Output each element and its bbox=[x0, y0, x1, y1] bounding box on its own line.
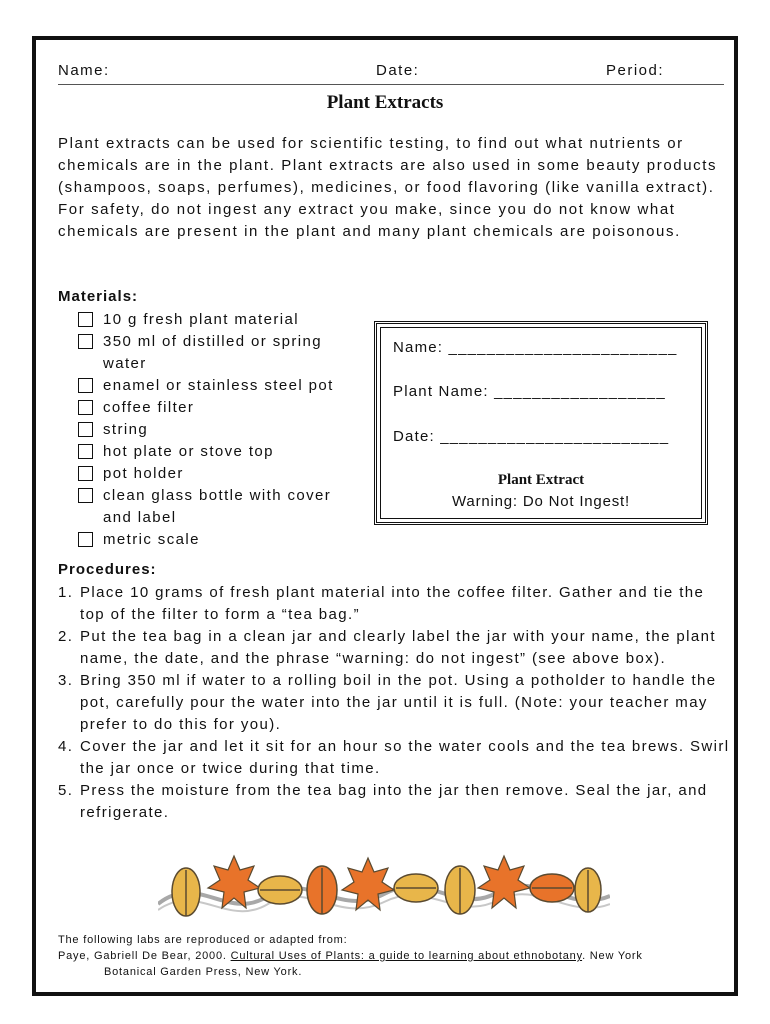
citation-intro: The following labs are reproduced or adapted from: bbox=[58, 934, 348, 946]
materials-item: metric scale bbox=[78, 529, 363, 551]
materials-item: string bbox=[78, 419, 363, 441]
leaf-icon bbox=[445, 866, 475, 914]
label-name-line: Name: ________________________ bbox=[393, 339, 678, 356]
materials-item: pot holder bbox=[78, 463, 363, 485]
materials-item: enamel or stainless steel pot bbox=[78, 375, 363, 397]
autumn-leaf-border bbox=[158, 852, 610, 924]
label-warning: Warning: Do Not Ingest! bbox=[452, 493, 630, 510]
sample-label-box bbox=[374, 321, 708, 525]
procedure-step: 3. Bring 350 ml if water to a rolling boil in the pot. Using a potholder to handle the pot, carefully pour the water into the jar until it is full. (Note: your teacher may prefer to do this for you). bbox=[58, 672, 717, 733]
procedure-step: 4. Cover the jar and let it sit for an hour so the water cools and the tea brews. Swirl the jar once or twice during that time. bbox=[58, 738, 730, 777]
materials-heading: Materials: bbox=[58, 288, 139, 305]
book-title: Cultural Uses of Plants: a guide to learning about ethnobotany bbox=[230, 950, 583, 962]
student-info-row bbox=[58, 62, 724, 85]
checkbox[interactable] bbox=[78, 444, 93, 459]
leaf-icon bbox=[172, 868, 200, 916]
period-label: Period: bbox=[606, 62, 665, 79]
materials-item: 10 g fresh plant material bbox=[78, 309, 363, 331]
materials-item: 350 ml of distilled or spring water bbox=[78, 331, 363, 375]
checkbox[interactable] bbox=[78, 312, 93, 327]
materials-item: clean glass bottle with cover and label bbox=[78, 485, 363, 529]
procedure-step: 1. Place 10 grams of fresh plant material into the coffee filter. Gather and tie the top of the filter to form a “tea bag.” bbox=[58, 584, 705, 623]
label-date-line: Date: ________________________ bbox=[393, 428, 670, 445]
checkbox[interactable] bbox=[78, 466, 93, 481]
checkbox[interactable] bbox=[78, 378, 93, 393]
procedures-heading: Procedures: bbox=[58, 561, 157, 578]
label-heading: Plant Extract bbox=[497, 472, 585, 488]
leaf-icon bbox=[394, 874, 438, 902]
materials-list bbox=[78, 309, 363, 551]
leaf-icon bbox=[530, 874, 574, 902]
leaf-icon bbox=[575, 868, 601, 912]
label-plant-name-line: Plant Name: __________________ bbox=[393, 383, 666, 400]
materials-item: coffee filter bbox=[78, 397, 363, 419]
checkbox[interactable] bbox=[78, 334, 93, 349]
leaf-icon bbox=[307, 866, 337, 914]
intro-paragraph: Plant extracts can be used for scientific testing, to find out what nutrients or chemicals are in the plant. Plant extracts are also used in some beauty products (shampoos, soaps, perfumes), medicines, or food flavoring (like vanilla extract). For safety, do not ingest any extract you make, since you do not know what chemicals are present in the plant and many plant chemicals are poisonous. bbox=[58, 135, 718, 240]
materials-item: hot plate or stove top bbox=[78, 441, 363, 463]
checkbox[interactable] bbox=[78, 400, 93, 415]
procedures-list bbox=[58, 582, 730, 824]
maple-leaf-icon bbox=[478, 856, 530, 908]
procedure-step: 2. Put the tea bag in a clean jar and clearly label the jar with your name, the plant name, the date, and the phrase “warning: do not ingest” (see above box). bbox=[58, 628, 716, 667]
checkbox[interactable] bbox=[78, 422, 93, 437]
date-label: Date: bbox=[376, 62, 420, 79]
citation-publisher: Botanical Garden Press, New York. bbox=[104, 966, 303, 978]
citation-line: Paye, Gabriell De Bear, 2000. Cultural Uses of Plants: a guide to learning about ethnobotany. New York bbox=[58, 950, 643, 962]
citation-footer bbox=[58, 932, 728, 980]
page-title: Plant Extracts bbox=[326, 92, 444, 113]
leaf-icon bbox=[258, 876, 302, 904]
checkbox[interactable] bbox=[78, 488, 93, 503]
procedure-step: 5. Press the moisture from the tea bag into the jar then remove. Seal the jar, and refrigerate. bbox=[58, 782, 708, 821]
name-label: Name: bbox=[58, 62, 110, 79]
checkbox[interactable] bbox=[78, 532, 93, 547]
